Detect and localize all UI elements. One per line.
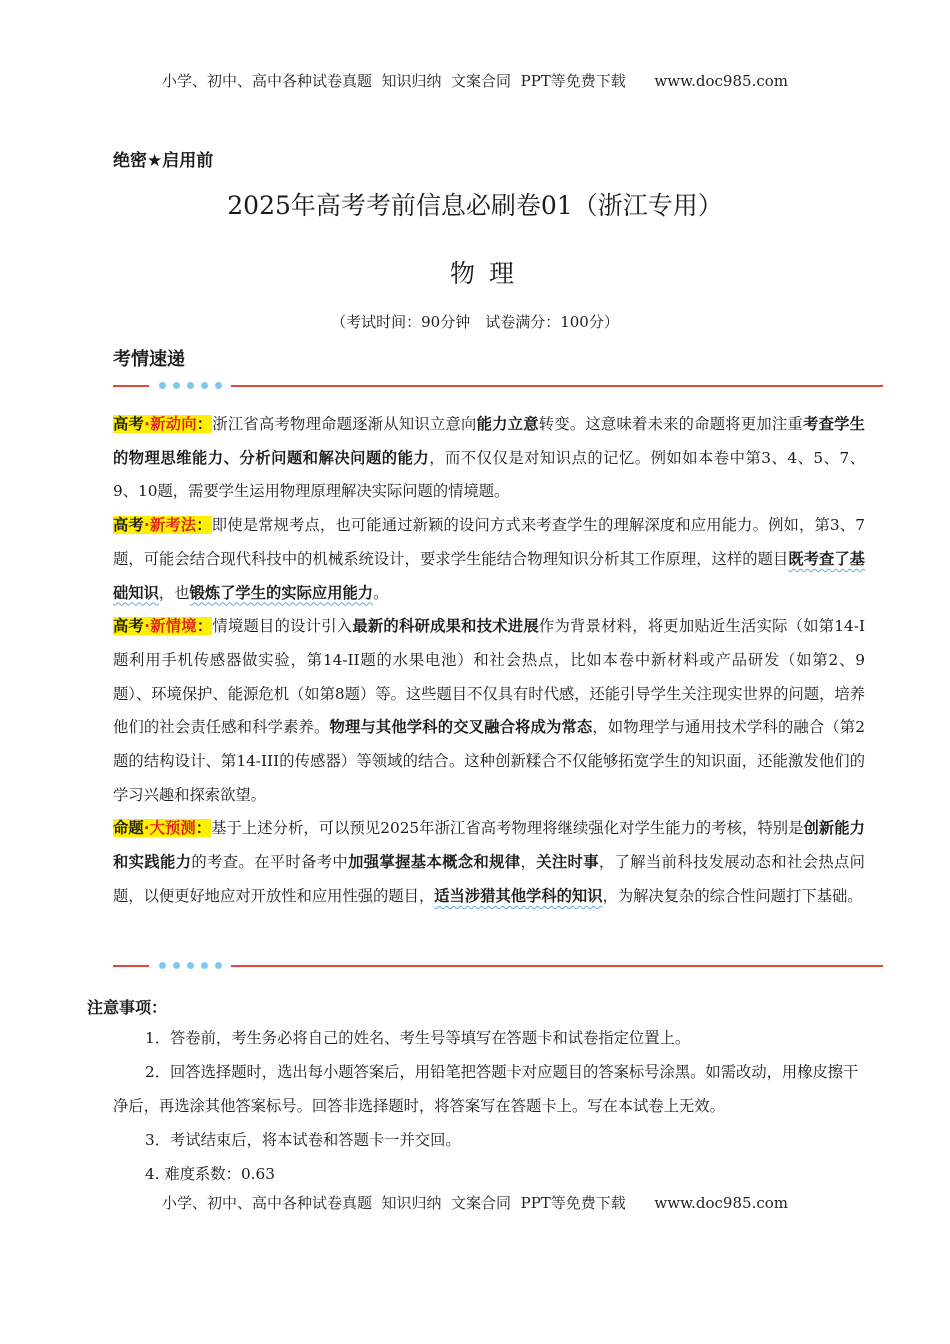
notes-list: [113, 1021, 865, 1191]
paragraph-prediction: 命题·大预测：基于上述分析，可以预见2025年浙江省高考物理将继续强化对学生能力的考核，特别是创新能力和实践能力的考查。在平时备考中加强掌握基本概念和规律，关注时事，了解当前科技发展动态和社会热点问题，以便更好地应对开放性和应用性强的题目，适当涉猎其他学科的知识，为解决复杂的综合性问题打下基础。: [113, 819, 865, 905]
tag-prediction: 命题·大预测：: [113, 819, 212, 838]
tag-new-method: 高考·新考法：: [113, 516, 212, 535]
section-heading: 考情速递: [113, 349, 185, 370]
section-divider-top: [113, 380, 883, 392]
notes-title: 注意事项：: [87, 998, 168, 1017]
section-divider-bottom: [113, 960, 883, 972]
confidential-label: 绝密★启用前: [113, 151, 214, 171]
exam-title: 2025年高考考前信息必刷卷01（浙江专用）: [227, 191, 723, 220]
tag-new-context: 高考·新情境：: [113, 617, 213, 636]
paragraph-new-context: 高考·新情境：情境题目的设计引入最新的科研成果和技术进展作为背景材料，将更加贴近生活实际（如第14-I题利用手机传感器做实验，第14-II题的水果电池）和社会热点，比如本卷中新材料或产品研发（如第2、9题）、环境保护、能源危机（如第8题）等。这些题目不仅具有时代感，还能引导学生关注现实世界的问题，培养他们的社会责任感和科学素养。物理与其他学科的交叉融合将成为常态，如物理学与通用技术学科的融合（第2题的结构设计、第14-III的传感器）等领域的结合。这种创新糅合不仅能够拓宽学生的知识面，还能激发他们的学习兴趣和探索欲望。: [113, 617, 865, 804]
exam-analysis: [113, 408, 865, 914]
paragraph-new-method: 高考·新考法：即使是常规考点，也可能通过新颖的设问方式来考查学生的理解深度和应用能力。例如，第3、7题，可能会结合现代科技中的机械系统设计，要求学生能结合物理知识分析其工作原理，这样的题目既考查了基础知识，也锻炼了学生的实际应用能力。: [113, 516, 865, 602]
note-item: 4. 难度系数：0.63: [145, 1165, 276, 1183]
tag-new-trend: 高考·新动向：: [113, 415, 213, 433]
page-header: 小学、初中、高中各种试卷真题 知识归纳 文案合同 PPT等免费下载 www.doc985.com: [161, 72, 788, 90]
note-item: 2．回答选择题时，选出每小题答案后，用铅笔把答题卡对应题目的答案标号涂黑。如需改动，用橡皮擦干净后，再选涂其他答案标号。回答非选择题时，将答案写在答题卡上。写在本试卷上无效。: [113, 1063, 859, 1115]
paragraph-new-trend: 高考·新动向：浙江省高考物理命题逐渐从知识立意向能力立意转变。这意味着未来的命题将更加注重考查学生的物理思维能力、分析问题和解决问题的能力，而不仅仅是对知识点的记忆。例如如本卷中第3、4、5、7、9、10题，需要学生运用物理原理解决实际问题的情境题。: [113, 415, 865, 501]
exam-info: （考试时间：90分钟 试卷满分：100分）: [331, 313, 619, 331]
page-footer: 小学、初中、高中各种试卷真题 知识归纳 文案合同 PPT等免费下载 www.doc985.com: [161, 1194, 788, 1212]
note-item: 1．答卷前，考生务必将自己的姓名、考生号等填写在答题卡和试卷指定位置上。: [145, 1029, 691, 1047]
subject-title: 物理: [449, 259, 528, 288]
note-item: 3．考试结束后，将本试卷和答题卡一并交回。: [145, 1131, 461, 1149]
